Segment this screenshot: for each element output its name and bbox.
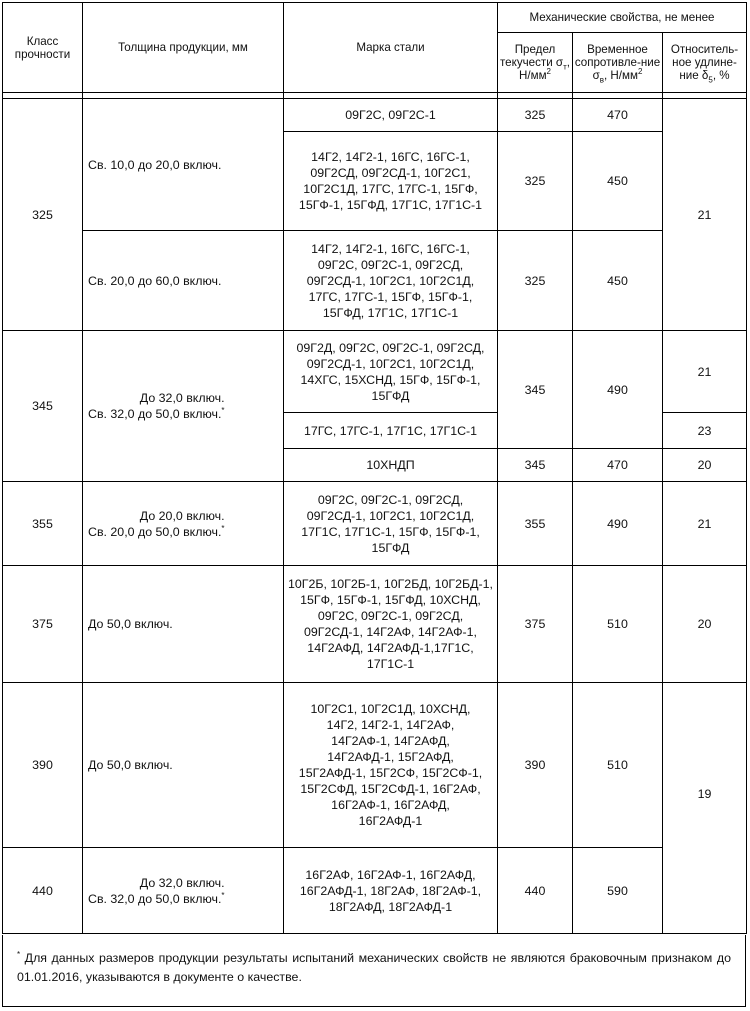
grade-cell: 09Г2Д, 09Г2С, 09Г2С-1, 09Г2СД, 09Г2СД-1, 10Г2С1, 10Г2С1Д, 14ХГС, 15ХСНД, 15ГФ, 15ГФ-1, 15ГФД [284, 331, 498, 413]
grade-cell: 17ГС, 17ГС-1, 17Г1С, 17Г1С-1 [284, 413, 498, 449]
elongation-cell: 21 [663, 331, 747, 413]
header-yield-sq: 2 [546, 67, 551, 77]
elongation-cell: 20 [663, 449, 747, 482]
thickness-line-2-text: Св. 32,0 до 50,0 включ. [88, 891, 222, 906]
header-row [3, 3, 747, 33]
elongation-cell: 21 [663, 99, 747, 331]
thickness-line-1: До 32,0 включ. [139, 391, 225, 405]
header-yield-unit: , Н/мм [519, 56, 570, 82]
grade-cell: 09Г2С, 09Г2С-1 [284, 99, 498, 132]
tensile-cell: 470 [573, 449, 663, 482]
elongation-cell: 19 [663, 683, 747, 934]
tensile-cell: 590 [573, 848, 663, 934]
mechanical-properties-table [2, 2, 747, 934]
header-elong-text: Относитель-ное удлине-ние δ [670, 43, 739, 82]
table-row [3, 231, 747, 331]
header-tensile-unit: , Н/мм [603, 69, 638, 82]
thickness-stack [88, 508, 225, 540]
thickness-line-2 [88, 524, 225, 540]
header-elong-sub: 5 [708, 75, 713, 85]
footnote-star: * [17, 949, 21, 959]
header-yield-sub: т [563, 62, 567, 72]
tensile-cell: 490 [573, 482, 663, 566]
thickness-stack [88, 875, 225, 907]
header-tensile-sq: 2 [637, 67, 643, 77]
tensile-cell: 450 [573, 132, 663, 231]
yield-cell: 345 [498, 449, 573, 482]
elongation-cell: 20 [663, 566, 747, 683]
footnote [2, 935, 746, 1007]
table-row [3, 566, 747, 683]
yield-cell: 325 [498, 231, 573, 331]
yield-cell: 355 [498, 482, 573, 566]
yield-cell: 325 [498, 132, 573, 231]
thickness-cell: До 50,0 включ. [83, 566, 284, 683]
grade-cell: 14Г2, 14Г2-1, 16ГС, 16ГС-1, 09Г2С, 09Г2С-1, 09Г2СД, 09Г2СД-1, 10Г2С1, 10Г2С1Д, 17ГС, 17ГС-1, 15ГФ, 15ГФ-1, 15ГФД, 17Г1С, 17Г1С-1 [284, 231, 498, 331]
elongation-cell: 23 [663, 413, 747, 449]
header-elong-unit: , % [712, 69, 730, 82]
tensile-cell: 510 [573, 683, 663, 848]
yield-cell: 345 [498, 331, 573, 449]
header-thickness: Толщина продукции, мм [83, 3, 284, 93]
thickness-line-2 [88, 406, 225, 422]
footnote-text: Для данных размеров продукции результаты испытаний механических свойств не являются браковочным признаком до 01.01.2016, указываются в документе о качестве. [17, 951, 731, 984]
grade-cell: 10ХНДП [284, 449, 498, 482]
table-row [3, 331, 747, 413]
class-375: 375 [3, 566, 83, 683]
grade-cell: 10Г2С1, 10Г2С1Д, 10ХСНД, 14Г2, 14Г2-1, 14Г2АФ, 14Г2АФ-1, 14Г2АФД, 14Г2АФД-1, 15Г2АФД, 15Г2АФД-1, 15Г2СФ, 15Г2СФ-1, 15Г2СФД, 15Г2СФД-1, 16Г2АФ, 16Г2АФ-1, 16Г2АФД, 16Г2АФД-1 [284, 683, 498, 848]
table-row [3, 683, 747, 848]
yield-cell: 325 [498, 99, 573, 132]
thickness-line-1: До 20,0 включ. [139, 508, 225, 523]
thickness-cell: Св. 20,0 до 60,0 включ. [83, 231, 284, 331]
grade-cell: 14Г2, 14Г2-1, 16ГС, 16ГС-1, 09Г2СД, 09Г2СД-1, 10Г2С1, 10Г2С1Д, 17ГС, 17ГС-1, 15ГФ, 15ГФ-1, 15ГФД, 17Г1С, 17Г1С-1 [284, 132, 498, 231]
header-tensile [573, 33, 663, 93]
class-440: 440 [3, 848, 83, 934]
thickness-cell [83, 331, 284, 482]
thickness-cell: До 50,0 включ. [83, 683, 284, 848]
thickness-line-1: До 32,0 включ. [139, 875, 225, 890]
grade-cell: 16Г2АФ, 16Г2АФ-1, 16Г2АФД, 16Г2АФД-1, 18Г2АФ, 18Г2АФ-1, 18Г2АФД, 18Г2АФД-1 [284, 848, 498, 934]
tensile-cell: 510 [573, 566, 663, 683]
header-mechanical: Механические свойства, не менее [498, 3, 747, 33]
thickness-cell [83, 482, 284, 566]
thickness-stack [88, 390, 225, 422]
tensile-cell: 490 [573, 331, 663, 449]
class-345: 345 [3, 331, 83, 482]
thickness-line-2-text: Св. 32,0 до 50,0 включ. [88, 407, 222, 421]
thickness-line-2-text: Св. 20,0 до 50,0 включ. [88, 524, 222, 539]
header-grade: Марка стали [284, 3, 498, 93]
header-class: Класс прочности [3, 3, 83, 93]
table-row [3, 482, 747, 566]
class-355: 355 [3, 482, 83, 566]
elongation-cell: 21 [663, 482, 747, 566]
header-yield-text: Предел текучести σ [500, 43, 564, 69]
header-yield [498, 33, 573, 93]
yield-cell: 390 [498, 683, 573, 848]
tensile-cell: 450 [573, 231, 663, 331]
thickness-cell: Св. 10,0 до 20,0 включ. [83, 99, 284, 231]
class-390: 390 [3, 683, 83, 848]
grade-cell: 09Г2С, 09Г2С-1, 09Г2СД, 09Г2СД-1, 10Г2С1, 10Г2С1Д, 17Г1С, 17Г1С-1, 15ГФ, 15ГФ-1, 15ГФД [284, 482, 498, 566]
yield-cell: 375 [498, 566, 573, 683]
thickness-line-2 [88, 891, 225, 907]
header-tensile-sub: в [599, 75, 604, 85]
class-325: 325 [3, 99, 83, 331]
yield-cell: 440 [498, 848, 573, 934]
table-row [3, 848, 747, 934]
footnote-marker: * [221, 405, 225, 415]
table-row [3, 99, 747, 132]
footnote-marker: * [221, 523, 225, 533]
grade-cell: 10Г2Б, 10Г2Б-1, 10Г2БД, 10Г2БД-1, 15ГФ, 15ГФ-1, 15ГФД, 10ХСНД, 09Г2С, 09Г2С-1, 09Г2СД, 09Г2СД-1, 14Г2АФ, 14Г2АФ-1, 14Г2АФД, 14Г2АФД-1,17Г1С, 17Г1С-1 [284, 566, 498, 683]
footnote-marker: * [221, 890, 225, 900]
header-elongation [663, 33, 747, 93]
tensile-cell: 470 [573, 99, 663, 132]
header-tensile-text: Временное сопротивле-ние σ [574, 43, 661, 82]
thickness-cell [83, 848, 284, 934]
